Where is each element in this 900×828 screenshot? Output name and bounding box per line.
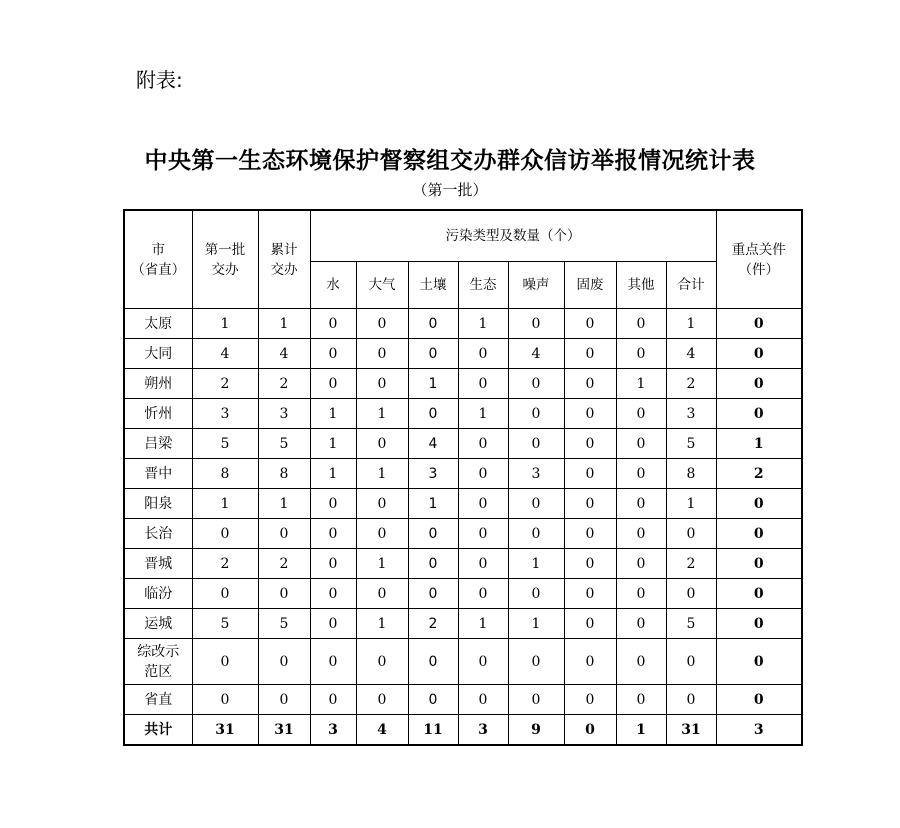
pollution-count-cell: 3: [458, 715, 508, 745]
pollution-count-cell: 0: [408, 339, 458, 369]
key-cases-cell: 0: [716, 639, 802, 685]
pollution-count-cell: 0: [356, 309, 408, 339]
table-subtitle: （第一批）: [412, 181, 488, 199]
pollution-count-cell: 0: [616, 429, 666, 459]
key-cases-cell: 0: [716, 579, 802, 609]
city-cell: 长治: [124, 519, 192, 549]
key-cases-cell: 0: [716, 309, 802, 339]
pollution-count-cell: 0: [666, 579, 716, 609]
city-cell: 共计: [124, 715, 192, 745]
first-batch-cell: 1: [192, 489, 258, 519]
pollution-count-cell: 1: [310, 459, 356, 489]
pollution-count-cell: 0: [564, 489, 616, 519]
table-row: [124, 399, 802, 429]
pollution-count-cell: 0: [616, 579, 666, 609]
first-batch-cell: 0: [192, 579, 258, 609]
header-cumulative: 累计 交办: [258, 210, 310, 309]
pollution-count-cell: 8: [666, 459, 716, 489]
city-cell: 综改示 范区: [124, 639, 192, 685]
header-subtotal: 合计: [666, 262, 716, 309]
table-row: [124, 579, 802, 609]
table-row: [124, 459, 802, 489]
pollution-count-cell: 0: [564, 549, 616, 579]
key-cases-cell: 3: [716, 715, 802, 745]
pollution-count-cell: 0: [564, 429, 616, 459]
pollution-count-cell: 0: [458, 339, 508, 369]
pollution-count-cell: 0: [616, 549, 666, 579]
cumulative-cell: 0: [258, 639, 310, 685]
pollution-count-cell: 0: [666, 685, 716, 715]
pollution-count-cell: 0: [564, 609, 616, 639]
header-first-batch: 第一批 交办: [192, 210, 258, 309]
header-city: 市 （省直）: [124, 210, 192, 309]
pollution-count-cell: 0: [356, 489, 408, 519]
header-noise: 噪声: [508, 262, 564, 309]
city-cell: 晋中: [124, 459, 192, 489]
pollution-count-cell: 0: [508, 399, 564, 429]
city-cell: 阳泉: [124, 489, 192, 519]
pollution-count-cell: 0: [310, 609, 356, 639]
table-row: [124, 519, 802, 549]
cumulative-cell: 3: [258, 399, 310, 429]
pollution-count-cell: 0: [666, 639, 716, 685]
pollution-count-cell: 0: [310, 639, 356, 685]
header-other: 其他: [616, 262, 666, 309]
cumulative-cell: 31: [258, 715, 310, 745]
pollution-count-cell: 0: [356, 639, 408, 685]
first-batch-cell: 5: [192, 609, 258, 639]
header-solid-waste: 固废: [564, 262, 616, 309]
first-batch-cell: 3: [192, 399, 258, 429]
pollution-count-cell: 0: [458, 549, 508, 579]
pollution-count-cell: 0: [564, 639, 616, 685]
key-cases-cell: 1: [716, 429, 802, 459]
pollution-count-cell: 0: [616, 309, 666, 339]
pollution-count-cell: 0: [616, 609, 666, 639]
table-row: [124, 339, 802, 369]
pollution-count-cell: 0: [310, 489, 356, 519]
cumulative-cell: 0: [258, 579, 310, 609]
pollution-count-cell: 0: [508, 519, 564, 549]
header-air: 大气: [356, 262, 408, 309]
pollution-count-cell: 0: [458, 579, 508, 609]
cumulative-cell: 5: [258, 609, 310, 639]
pollution-count-cell: 1: [458, 609, 508, 639]
table-row: [124, 369, 802, 399]
pollution-count-cell: 0: [666, 519, 716, 549]
pollution-count-cell: 0: [508, 429, 564, 459]
header-pollution-group: 污染类型及数量（个）: [310, 210, 716, 262]
key-cases-cell: 0: [716, 489, 802, 519]
first-batch-cell: 1: [192, 309, 258, 339]
pollution-count-cell: 0: [458, 369, 508, 399]
cumulative-cell: 4: [258, 339, 310, 369]
table-row: [124, 639, 802, 685]
key-cases-cell: 0: [716, 549, 802, 579]
statistics-table: [123, 209, 803, 746]
pollution-count-cell: 0: [616, 639, 666, 685]
pollution-count-cell: 1: [356, 549, 408, 579]
pollution-count-cell: 0: [458, 429, 508, 459]
attachment-label: 附表:: [136, 68, 183, 92]
pollution-count-cell: 9: [508, 715, 564, 745]
pollution-count-cell: 0: [458, 639, 508, 685]
pollution-count-cell: 1: [408, 489, 458, 519]
city-cell: 省直: [124, 685, 192, 715]
pollution-count-cell: 1: [458, 399, 508, 429]
pollution-count-cell: 0: [564, 579, 616, 609]
pollution-count-cell: 4: [408, 429, 458, 459]
pollution-count-cell: 1: [408, 369, 458, 399]
pollution-count-cell: 0: [310, 579, 356, 609]
pollution-count-cell: 0: [616, 399, 666, 429]
pollution-count-cell: 0: [508, 685, 564, 715]
cumulative-cell: 2: [258, 369, 310, 399]
pollution-count-cell: 0: [564, 369, 616, 399]
pollution-count-cell: 1: [616, 715, 666, 745]
pollution-count-cell: 0: [508, 309, 564, 339]
pollution-count-cell: 31: [666, 715, 716, 745]
city-cell: 忻州: [124, 399, 192, 429]
pollution-count-cell: 0: [508, 579, 564, 609]
pollution-count-cell: 0: [564, 309, 616, 339]
pollution-count-cell: 0: [564, 339, 616, 369]
pollution-count-cell: 0: [458, 519, 508, 549]
pollution-count-cell: 0: [564, 399, 616, 429]
pollution-count-cell: 0: [356, 519, 408, 549]
table-row: [124, 489, 802, 519]
city-cell: 吕梁: [124, 429, 192, 459]
table-title: 中央第一生态环境保护督察组交办群众信访举报情况统计表: [144, 147, 756, 174]
pollution-count-cell: 0: [408, 309, 458, 339]
key-cases-cell: 0: [716, 399, 802, 429]
city-cell: 太原: [124, 309, 192, 339]
pollution-count-cell: 5: [666, 429, 716, 459]
pollution-count-cell: 0: [310, 339, 356, 369]
pollution-count-cell: 0: [310, 519, 356, 549]
header-water: 水: [310, 262, 356, 309]
pollution-count-cell: 0: [564, 685, 616, 715]
pollution-count-cell: 0: [616, 519, 666, 549]
header-key-cases: 重点关件 （件）: [716, 210, 802, 309]
pollution-count-cell: 0: [408, 549, 458, 579]
pollution-count-cell: 0: [356, 429, 408, 459]
pollution-count-cell: 0: [310, 685, 356, 715]
pollution-count-cell: 1: [666, 309, 716, 339]
first-batch-cell: 2: [192, 369, 258, 399]
pollution-count-cell: 0: [564, 459, 616, 489]
key-cases-cell: 0: [716, 519, 802, 549]
pollution-count-cell: 1: [310, 429, 356, 459]
pollution-count-cell: 0: [564, 519, 616, 549]
pollution-count-cell: 1: [310, 399, 356, 429]
pollution-count-cell: 0: [458, 489, 508, 519]
pollution-count-cell: 0: [508, 369, 564, 399]
pollution-count-cell: 1: [616, 369, 666, 399]
city-cell: 朔州: [124, 369, 192, 399]
pollution-count-cell: 1: [356, 399, 408, 429]
table-row: [124, 309, 802, 339]
pollution-count-cell: 3: [310, 715, 356, 745]
pollution-count-cell: 0: [508, 489, 564, 519]
key-cases-cell: 0: [716, 685, 802, 715]
pollution-count-cell: 0: [356, 579, 408, 609]
pollution-count-cell: 0: [458, 459, 508, 489]
table-total-row: [124, 715, 802, 745]
pollution-count-cell: 3: [666, 399, 716, 429]
pollution-count-cell: 0: [408, 639, 458, 685]
pollution-count-cell: 2: [666, 549, 716, 579]
pollution-count-cell: 0: [356, 685, 408, 715]
table-row: [124, 429, 802, 459]
pollution-count-cell: 0: [564, 715, 616, 745]
cumulative-cell: 1: [258, 489, 310, 519]
cumulative-cell: 2: [258, 549, 310, 579]
first-batch-cell: 0: [192, 519, 258, 549]
pollution-count-cell: 1: [458, 309, 508, 339]
cumulative-cell: 8: [258, 459, 310, 489]
key-cases-cell: 2: [716, 459, 802, 489]
first-batch-cell: 0: [192, 685, 258, 715]
pollution-count-cell: 0: [408, 399, 458, 429]
pollution-count-cell: 0: [356, 369, 408, 399]
first-batch-cell: 31: [192, 715, 258, 745]
header-ecology: 生态: [458, 262, 508, 309]
cumulative-cell: 0: [258, 519, 310, 549]
key-cases-cell: 0: [716, 609, 802, 639]
pollution-count-cell: 11: [408, 715, 458, 745]
pollution-count-cell: 0: [508, 639, 564, 685]
pollution-count-cell: 2: [408, 609, 458, 639]
pollution-count-cell: 2: [666, 369, 716, 399]
pollution-count-cell: 5: [666, 609, 716, 639]
pollution-count-cell: 0: [310, 309, 356, 339]
pollution-count-cell: 0: [458, 685, 508, 715]
pollution-count-cell: 1: [666, 489, 716, 519]
first-batch-cell: 2: [192, 549, 258, 579]
pollution-count-cell: 0: [616, 339, 666, 369]
cumulative-cell: 5: [258, 429, 310, 459]
cumulative-cell: 1: [258, 309, 310, 339]
pollution-count-cell: 0: [408, 685, 458, 715]
city-cell: 大同: [124, 339, 192, 369]
table-row: [124, 685, 802, 715]
key-cases-cell: 0: [716, 339, 802, 369]
pollution-count-cell: 0: [408, 579, 458, 609]
pollution-count-cell: 1: [508, 549, 564, 579]
pollution-count-cell: 0: [356, 339, 408, 369]
first-batch-cell: 0: [192, 639, 258, 685]
pollution-count-cell: 0: [616, 459, 666, 489]
pollution-count-cell: 1: [356, 459, 408, 489]
header-soil: 土壤: [408, 262, 458, 309]
first-batch-cell: 5: [192, 429, 258, 459]
pollution-count-cell: 0: [310, 549, 356, 579]
city-cell: 运城: [124, 609, 192, 639]
pollution-count-cell: 4: [356, 715, 408, 745]
cumulative-cell: 0: [258, 685, 310, 715]
pollution-count-cell: 0: [616, 489, 666, 519]
first-batch-cell: 4: [192, 339, 258, 369]
pollution-count-cell: 3: [408, 459, 458, 489]
pollution-count-cell: 3: [508, 459, 564, 489]
pollution-count-cell: 0: [310, 369, 356, 399]
pollution-count-cell: 0: [408, 519, 458, 549]
key-cases-cell: 0: [716, 369, 802, 399]
pollution-count-cell: 0: [616, 685, 666, 715]
pollution-count-cell: 1: [356, 609, 408, 639]
pollution-count-cell: 1: [508, 609, 564, 639]
city-cell: 临汾: [124, 579, 192, 609]
table-row: [124, 609, 802, 639]
pollution-count-cell: 4: [666, 339, 716, 369]
pollution-count-cell: 4: [508, 339, 564, 369]
city-cell: 晋城: [124, 549, 192, 579]
table-row: [124, 549, 802, 579]
first-batch-cell: 8: [192, 459, 258, 489]
